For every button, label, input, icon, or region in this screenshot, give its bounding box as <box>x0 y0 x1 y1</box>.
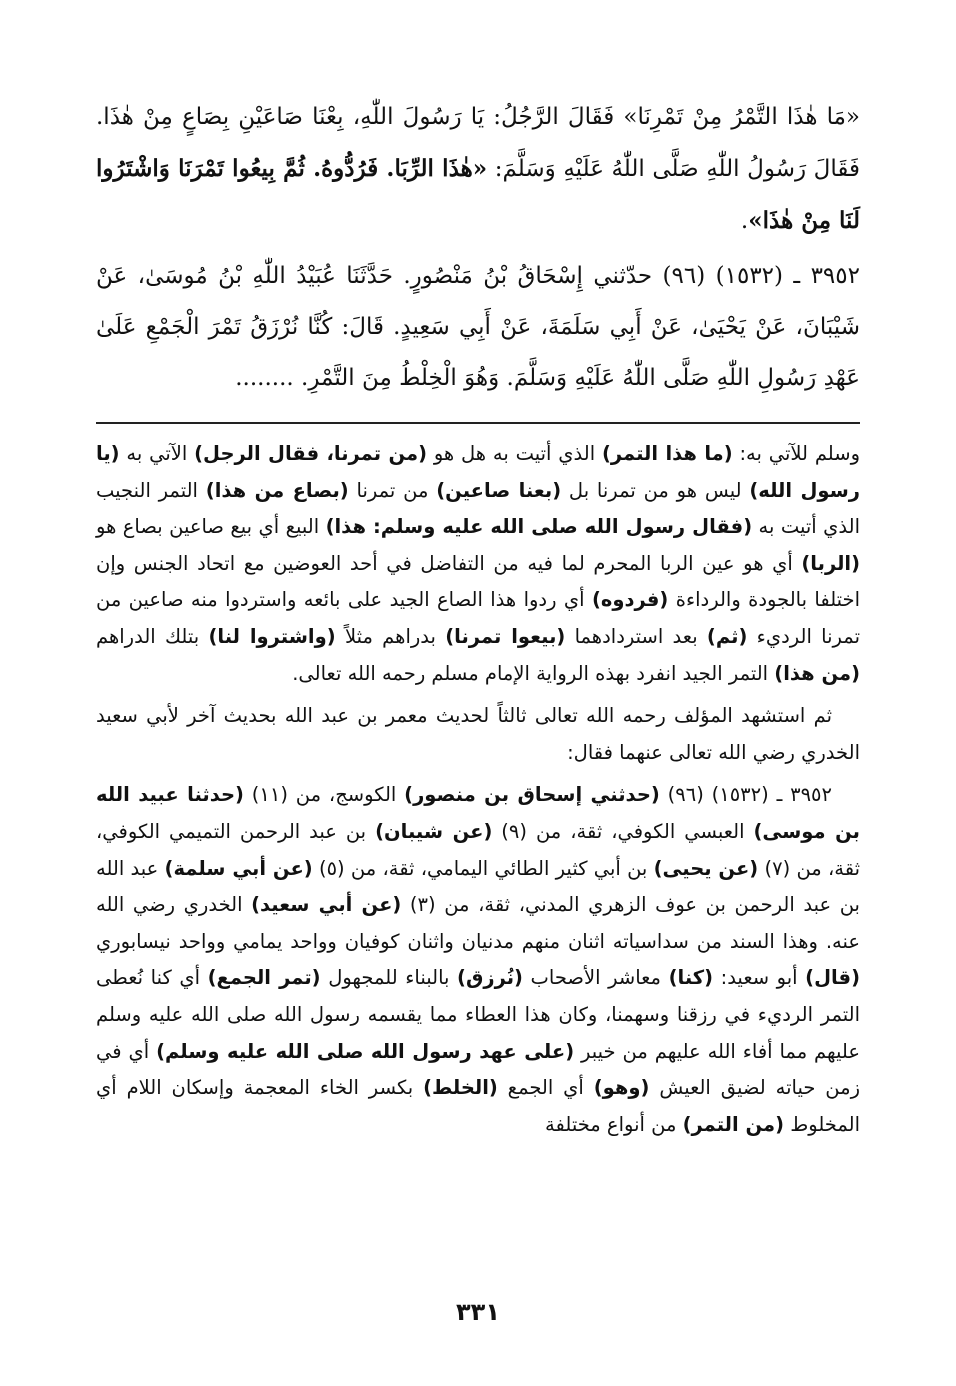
commentary-span: التمر النجيب الذي أتيت به <box>96 478 861 539</box>
commentary-span: من تمرنا <box>348 478 437 502</box>
commentary-span: بتلك الدراهم <box>96 624 209 648</box>
hadith-paragraph-1 <box>96 92 860 247</box>
quoted-phrase: (بيعوا تمرنا) <box>445 624 566 648</box>
narrator-name: (عن أبي سعيد) <box>251 893 402 917</box>
quoted-phrase: (بعنا صاعين) <box>436 478 562 502</box>
commentary-span: الآتي به <box>119 442 195 465</box>
quoted-phrase: (الخلط) <box>423 1076 498 1100</box>
commentary-paragraph-1 <box>96 436 860 692</box>
narrator-name: (حدثنا عبيد الله بن موسى) <box>96 783 860 843</box>
commentary-span: أي كنا نُعطى التمر الرديء في رزقنا وسهمنا، وكان هذا العطاء مما يقسمه رسول الله صلى الله عليه وسلم عليهم مما أفاء الله عليهم من خيبر <box>96 966 861 1063</box>
commentary-span: معاشر الأصحاب <box>522 966 669 990</box>
commentary-paragraph-3 <box>96 777 860 1143</box>
quoted-phrase: (على عهد رسول الله صلى الله عليه وسلم) <box>156 1039 575 1063</box>
commentary-span: بن عبد الرحمن التميمي الكوفي، ثقة، من (٧) <box>96 819 861 880</box>
page-number: ٣٣١ <box>456 1298 500 1326</box>
narrator-name: (عن شيبان) <box>375 819 493 843</box>
hadith-text-span: «مَا هٰذَا التَّمْرُ مِنْ تَمْرِنَا» فَقَالَ الرَّجُلُ: يَا رَسُولَ اللّٰهِ، بِعْنَا صَاعَيْنِ بِصَاعٍ مِنْ هٰذَا. فَقَالَ رَسُولُ اللّٰهِ صَلَّى اللّٰهُ عَلَيْهِ وَسَلَّمَ: <box>96 104 860 182</box>
commentary-span: أي الجمع <box>497 1076 594 1100</box>
commentary-span: أي هو عين الربا المحرم لما فيه من التفاضل في أحد العوضين مع اتحاد الجنس وإن اختلفا بالجودة والرداءة <box>96 551 861 612</box>
book-page <box>96 92 860 1386</box>
quoted-phrase: (كنا) <box>668 966 714 990</box>
quoted-phrase: (بصاع من هذا) <box>205 478 349 502</box>
narrator-name: (عن يحيى) <box>653 856 759 880</box>
commentary-span: الكوسج، من (١١) <box>243 783 405 807</box>
quoted-phrase: (نُرزق) <box>457 966 523 990</box>
quoted-phrase: (من التمر) <box>682 1112 785 1136</box>
footnote-divider <box>96 422 860 424</box>
quoted-phrase: (وهو) <box>593 1076 650 1100</box>
narrator-name: (عن أبي سلمة) <box>164 856 313 880</box>
quoted-phrase: (يا رسول الله) <box>96 442 861 502</box>
commentary-span: التمر الجيد انفرد بهذه الرواية الإمام مسلم رحمه الله تعالى. <box>292 661 775 685</box>
commentary-span: بعد استردادهما <box>565 624 707 648</box>
hadith-paragraph-2: ٣٩٥٢ ـ (١٥٣٢) (٩٦) حدّثني إِسْحَاقُ بْنُ مَنْصُورٍ. حَدَّثَنَا عُبَيْدُ اللّٰهِ بْنُ مُوسَىٰ، عَنْ شَيْبَانَ، عَنْ يَحْيَىٰ، عَنْ أَبِي سَلَمَةَ، عَنْ أَبِي سَعِيدٍ. قَالَ: كُنَّا نُرْزَقُ تَمْرَ الْجَمْعِ عَلَىٰ عَهْدِ رَسُولِ اللّٰهِ صَلَّى اللّٰهُ عَلَيْهِ وَسَلَّمَ. وَهُوَ الْخِلْطُ مِنَ التَّمْرِ. ........ <box>96 263 860 391</box>
commentary-span: بدراهم مثلاً <box>335 624 446 648</box>
hadith-text-span: . <box>740 208 749 234</box>
quoted-phrase: (قال) <box>805 966 860 990</box>
commentary-span: من أنواع مختلفة <box>545 1112 683 1136</box>
quoted-phrase: (فردوه) <box>591 588 669 612</box>
quoted-phrase: (فقال رسول الله صلى الله عليه وسلم: هذا) <box>325 515 753 539</box>
hadith-text <box>96 92 860 404</box>
quoted-phrase: (من هذا) <box>774 661 860 685</box>
commentary-span: أي في زمن حياته لضيق العيش <box>96 1039 860 1100</box>
quoted-phrase: (ما هذا التمر) <box>601 442 733 465</box>
hadith-number: ٣٩٥٢ ـ (١٥٣٢) (٩٦) <box>659 783 833 807</box>
commentary-span: العبسي الكوفي، ثقة، من (٩) <box>492 819 754 843</box>
commentary-span: الذي أتيت به هل هو <box>427 442 602 465</box>
narrator-name: (حدثني إسحاق بن منصور) <box>404 783 660 807</box>
commentary-span: ليس هو من تمرنا بل <box>561 478 750 502</box>
commentary-span: بكسر الخاء المعجمة وإسكان اللام أي المخلوط <box>96 1076 860 1136</box>
quoted-phrase: (من تمرنا، فقال الرجل) <box>194 442 428 465</box>
commentary-span: أبو سعيد: <box>713 966 806 990</box>
quoted-phrase: (تمر الجمع) <box>207 966 321 990</box>
commentary-span: أي ردوا هذا الصاع الجيد على بائعه واستردوا منه صاعين من تمرنا الرديء <box>96 588 861 648</box>
commentary-span: عبد الله بن عبد الرحمن بن عوف الزهري المدني، ثقة، من (٣) <box>96 856 860 917</box>
commentary-paragraph-2: ثم استشهد المؤلف رحمه الله تعالى ثالثاً لحديث معمر بن عبد الله بحديث آخر لأبي سعيد الخدري رضي الله تعالى عنهما فقال: <box>96 704 860 764</box>
commentary-span: بالبناء للمجهول <box>320 966 458 990</box>
commentary-span: بن أبي كثير الطائي اليمامي، ثقة، من (٥) <box>312 856 654 880</box>
quoted-phrase: (ثم) <box>706 624 748 648</box>
quoted-phrase: (الربا) <box>801 551 860 575</box>
commentary-span: البيع أي بيع صاعين بصاع هو <box>96 515 326 539</box>
commentary-span: الخدري رضي الله عنه. وهذا السند من سداسياته اثنان منهم مدنيان واثنان كوفيان وواحد يمامي وواحد نيسابوري <box>96 893 860 953</box>
commentary-text <box>96 436 860 1143</box>
prophet-saying: «هٰذَا الرِّبَا. فَرُدُّوهُ. ثُمَّ بِيعُوا تَمْرَنَا وَاشْتَرُوا لَنَا مِنْ هٰذَا» <box>96 155 860 234</box>
quoted-phrase: (واشتروا لنا) <box>208 624 336 648</box>
commentary-span: وسلم للآتي به: <box>732 442 861 465</box>
